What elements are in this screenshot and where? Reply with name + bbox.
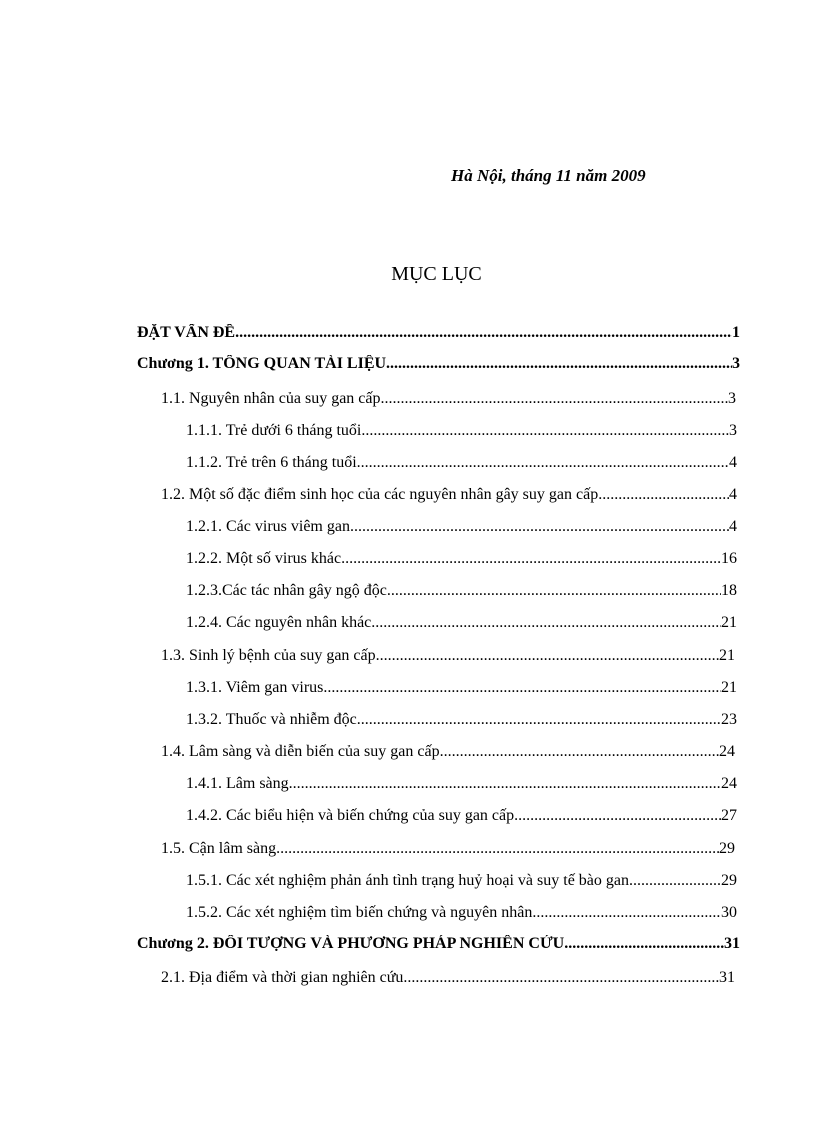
toc-entry-title: ĐẶT VẤN ĐỀ (137, 324, 236, 341)
toc-entry[interactable] (186, 872, 737, 894)
toc-entry-title: 1.4.1. Lâm sàng (186, 775, 289, 792)
toc-entry-title: 1.1.2. Trẻ trên 6 tháng tuổi (186, 454, 357, 471)
toc-leader-dots (629, 872, 721, 890)
toc-leader-dots (532, 904, 721, 922)
toc-leader-dots (276, 840, 719, 858)
toc-leader-dots (289, 775, 721, 793)
toc-entry-page: 23 (721, 711, 737, 728)
toc-title: MỤC LỤC (391, 263, 482, 285)
toc-entry-title: Chương 1. TỔNG QUAN TÀI LIỆU (137, 355, 387, 372)
toc-entry[interactable] (161, 486, 737, 508)
toc-entry-title: 1.1.1. Trẻ dưới 6 tháng tuổi (186, 422, 362, 439)
toc-entry-title: 1.2.3.Các tác nhân gây ngộ độc (186, 582, 387, 599)
toc-entry[interactable] (186, 518, 737, 540)
toc-entry-page: 24 (721, 775, 737, 792)
toc-entry[interactable] (161, 840, 735, 862)
toc-leader-dots (361, 422, 729, 440)
toc-entry-title: 1.5. Cận lâm sàng (161, 840, 277, 857)
toc-leader-dots (381, 390, 729, 408)
toc-leader-dots (564, 935, 724, 953)
toc-entry-page: 29 (719, 840, 735, 857)
toc-entry-page: 27 (721, 807, 737, 824)
toc-entry-page: 21 (721, 679, 737, 696)
toc-entry[interactable] (186, 807, 737, 829)
toc-entry-page: 3 (729, 422, 737, 439)
toc-entry-title: 1.2. Một số đặc điểm sinh học của các nguyên nhân gây suy gan cấp (161, 486, 599, 503)
toc-entry[interactable] (137, 355, 740, 377)
toc-leader-dots (357, 454, 729, 472)
toc-entry-title: Chương 2. ĐỐI TƯỢNG VÀ PHƯƠNG PHÁP NGHIÊN CỨU (137, 935, 565, 952)
toc-entry-page: 3 (728, 390, 736, 407)
toc-entry[interactable] (186, 711, 737, 733)
toc-entry[interactable] (186, 454, 737, 476)
toc-entry-page: 21 (719, 647, 735, 664)
toc-leader-dots (403, 969, 719, 987)
toc-entry[interactable] (161, 969, 735, 991)
toc-leader-dots (376, 647, 719, 665)
toc-leader-dots (514, 807, 721, 825)
toc-leader-dots (357, 711, 721, 729)
toc-entry-title: 1.4. Lâm sàng và diễn biến của suy gan cấp (161, 743, 440, 760)
toc-entry-title: 1.4.2. Các biểu hiện và biến chứng của suy gan cấp (186, 807, 515, 824)
toc-entry-page: 4 (729, 454, 737, 471)
toc-entry[interactable] (161, 390, 736, 412)
place-date: Hà Nội, tháng 11 năm 2009 (451, 166, 646, 185)
toc-entry-page: 21 (721, 614, 737, 631)
toc-entry-page: 4 (729, 486, 737, 503)
toc-leader-dots (350, 518, 729, 536)
toc-leader-dots (323, 679, 721, 697)
toc-entry-page: 16 (721, 550, 737, 567)
toc-leader-dots (598, 486, 729, 504)
toc-entry-title: 1.5.1. Các xét nghiệm phản ánh tình trạng huỷ hoại và suy tế bào gan (186, 872, 630, 889)
toc-leader-dots (386, 355, 732, 373)
toc-entry-title: 1.2.2. Một số virus khác (186, 550, 342, 567)
toc-entry[interactable] (137, 935, 740, 957)
toc-entry-page: 29 (721, 872, 737, 889)
toc-leader-dots (341, 550, 721, 568)
toc-entry-title: 1.3. Sinh lý bệnh của suy gan cấp (161, 647, 376, 664)
toc-entry-page: 24 (719, 743, 735, 760)
toc-entry-page: 31 (724, 935, 740, 952)
toc-entry[interactable] (186, 582, 737, 604)
toc-entry-page: 31 (719, 969, 735, 986)
toc-entry[interactable] (186, 775, 737, 797)
toc-entry[interactable] (161, 743, 735, 765)
toc-entry[interactable] (137, 324, 740, 346)
toc-entry-title: 1.3.2. Thuốc và nhiễm độc (186, 711, 357, 728)
toc-entry-page: 18 (721, 582, 737, 599)
toc-entry[interactable] (186, 422, 737, 444)
toc-entry-page: 3 (732, 355, 740, 372)
toc-entry-page: 4 (729, 518, 737, 535)
toc-entry[interactable] (186, 614, 737, 636)
toc-entry[interactable] (186, 679, 737, 701)
toc-entry[interactable] (186, 550, 737, 572)
toc-entry-title: 1.1. Nguyên nhân của suy gan cấp (161, 390, 381, 407)
toc-leader-dots (235, 324, 732, 342)
toc-entry-page: 1 (732, 324, 740, 341)
toc-entry[interactable] (186, 904, 737, 926)
toc-entry-title: 1.5.2. Các xét nghiệm tìm biến chứng và nguyên nhân (186, 904, 533, 921)
toc-entry-page: 30 (721, 904, 737, 921)
toc-entry-title: 1.2.1. Các virus viêm gan (186, 518, 350, 535)
toc-entry-title: 2.1. Địa điểm và thời gian nghiên cứu (161, 969, 404, 986)
toc-leader-dots (387, 582, 721, 600)
toc-entry-title: 1.3.1. Viêm gan virus (186, 679, 324, 696)
toc-entry-title: 1.2.4. Các nguyên nhân khác (186, 614, 372, 631)
toc-entry[interactable] (161, 647, 735, 669)
toc-leader-dots (371, 614, 721, 632)
toc-leader-dots (440, 743, 719, 761)
